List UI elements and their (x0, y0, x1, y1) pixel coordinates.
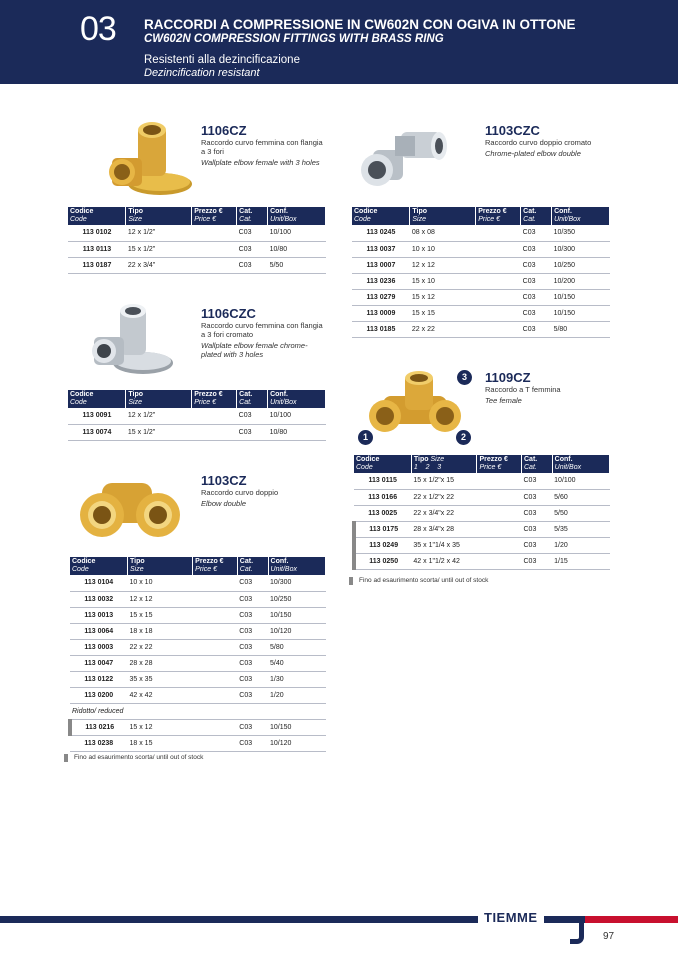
table-row: 113 0250 42 x 1"1/2 x 42 C03 1/15 (354, 553, 610, 569)
table-1106czc: Codice Code Tipo Size Prezzo € Price € Cat. Cat. Conf. Unit/Box 113 0091 12 x 1/2" C03 10/100 113 0074 15 x 1/2" C03 10/80 (68, 390, 326, 441)
table-1103cz: Codice Code Tipo Size Prezzo € Price € Cat. Cat. Conf. Unit/Box 113 0104 10 x 10 C03 10/300 113 0032 12 x 12 C03 10/250 113 0013 15 x 15 C03 10/150 113 0064 18 x 18 C03 10/120 113 0003 22 x 22 C03 5/80 113 0047 28 x 28 C03 5/40 113 0122 35 x 35 C03 1/30 113 0200 42 x 42 C03 1/20 Ridotto/ reduced 113 0216 15 x 12 C03 10/150 113 0238 18 x 15 C03 10/120 (68, 557, 326, 752)
table-row: 113 0175 28 x 3/4"x 28 C03 5/35 (354, 521, 610, 537)
table-row: 113 0013 15 x 15 C03 10/150 (70, 607, 326, 623)
product-1106cz (201, 123, 326, 167)
table-row: 113 0009 15 x 15 C03 10/150 (352, 305, 610, 321)
product-1106czc (201, 306, 326, 359)
table-row: 113 0216 15 x 12 C03 10/150 (70, 719, 326, 735)
product-image-1103czc (355, 122, 450, 197)
table-row: 113 0122 35 x 35 C03 1/30 (70, 671, 326, 687)
table-1106cz: Codice Code Tipo Size Prezzo € Price € Cat. Cat. Conf. Unit/Box 113 0102 12 x 1/2" C03 10/100 113 0113 15 x 1/2" C03 10/80 113 0187 22 x 3/4" C03 5/50 (68, 207, 326, 274)
brand-logo: TIEMME (478, 909, 544, 927)
product-1103czc (485, 123, 610, 158)
page-number: 97 (603, 931, 615, 942)
stock-footnote-right: Fino ad esaurimento scorta/ until out of stock (349, 577, 488, 585)
table-row: 113 0003 22 x 22 C03 5/80 (70, 639, 326, 655)
header-title-it: RACCORDI A COMPRESSIONE IN CW602N CON OGIVA IN OTTONE (144, 17, 576, 32)
table-row: 113 0104 10 x 10 C03 10/300 (70, 575, 326, 591)
product-code: 1106CZC (201, 306, 256, 321)
table-row: 113 0185 22 x 22 C03 5/80 (352, 321, 610, 337)
table-row: 113 0187 22 x 3/4" C03 5/50 (68, 257, 326, 273)
product-image-1103cz (72, 475, 187, 545)
product-desc-it: Raccordo curvo doppio (201, 488, 279, 497)
table-row: 113 0249 35 x 1"1/4 x 35 C03 1/20 (354, 537, 610, 553)
product-desc-en: Chrome-plated elbow double (485, 149, 581, 158)
product-desc-en: Wallplate elbow female with 3 holes (201, 158, 320, 167)
table-row: 113 0238 18 x 15 C03 10/120 (70, 735, 326, 751)
table-row: 113 0102 12 x 1/2" C03 10/100 (68, 225, 326, 241)
product-desc-en: Elbow double (201, 499, 247, 508)
table-row: 113 0007 12 x 12 C03 10/250 (352, 257, 610, 273)
product-code: 1103CZ (201, 473, 247, 488)
footer-hook-shape (570, 916, 584, 944)
table-row: 113 0279 15 x 12 C03 10/150 (352, 289, 610, 305)
table-1103czc: Codice Code Tipo Size Prezzo € Price € Cat. Cat. Conf. Unit/Box 113 0245 08 x 08 C03 10/350 113 0037 10 x 10 C03 10/300 113 0007 12 x 12 C03 10/250 113 0236 15 x 10 C03 10/200 113 0279 15 x 12 C03 10/150 113 0009 15 x 15 C03 10/150 113 0185 22 x 22 C03 5/80 (352, 207, 610, 338)
header-title-en: CW602N COMPRESSION FITTINGS WITH BRASS RING (144, 33, 444, 45)
product-desc-it: Raccordo curvo femmina con flangia a 3 fori (201, 138, 323, 156)
product-image-1109cz (365, 368, 465, 453)
product-desc-it: Raccordo curvo doppio cromato (485, 138, 592, 147)
table-row: 113 0245 08 x 08 C03 10/350 (352, 225, 610, 241)
page-header (0, 0, 678, 84)
product-desc-it: Raccordo a T femmina (485, 385, 561, 394)
table-row: 113 0064 18 x 18 C03 10/120 (70, 623, 326, 639)
table-row: 113 0091 12 x 1/2" C03 10/100 (68, 408, 326, 424)
product-image-1106cz (108, 118, 198, 203)
table-row: 113 0166 22 x 1/2"x 22 C03 5/60 (354, 489, 610, 505)
section-number: 03 (80, 10, 116, 48)
product-desc-it: Raccordo curvo femmina con flangia a 3 fori cromato (201, 321, 323, 339)
stock-footnote-left: Fino ad esaurimento scorta/ until out of stock (64, 754, 203, 762)
product-code: 1109CZ (485, 370, 531, 385)
header-resist-en: Dezincification resistant (144, 67, 260, 79)
badge-2-icon: 2 (456, 430, 471, 445)
table-row: 113 0115 15 x 1/2"x 15 C03 10/100 (354, 473, 610, 489)
product-1109cz (485, 370, 610, 405)
table-row: 113 0074 15 x 1/2" C03 10/80 (68, 424, 326, 440)
table-row: 113 0025 22 x 3/4"x 22 C03 5/50 (354, 505, 610, 521)
table-row: 113 0113 15 x 1/2" C03 10/80 (68, 241, 326, 257)
reduced-label-row: Ridotto/ reduced (70, 703, 326, 719)
product-code: 1106CZ (201, 123, 247, 138)
table-row: 113 0032 12 x 12 C03 10/250 (70, 591, 326, 607)
product-desc-en: Wallplate elbow female chrome-plated with 3 holes (201, 341, 308, 359)
table-row: 113 0236 15 x 10 C03 10/200 (352, 273, 610, 289)
table-row: 113 0200 42 x 42 C03 1/20 (70, 687, 326, 703)
badge-3-icon: 3 (457, 370, 472, 385)
table-row: 113 0047 28 x 28 C03 5/40 (70, 655, 326, 671)
product-image-1106czc (88, 303, 178, 383)
product-desc-en: Tee female (485, 396, 522, 405)
header-resist-it: Resistenti alla dezincificazione (144, 54, 300, 66)
product-code: 1103CZC (485, 123, 540, 138)
table-row: 113 0037 10 x 10 C03 10/300 (352, 241, 610, 257)
footer-accent (585, 916, 678, 923)
badge-1-icon: 1 (358, 430, 373, 445)
product-1103cz (201, 473, 326, 508)
table-1109cz: Codice Code Tipo Size 1 2 3 Prezzo € Price € Cat. Cat. Conf. Unit/Box 113 0115 15 x 1/2"x 15 C03 10/100 113 0166 22 x 1/2"x 22 C03 5/60 113 0025 22 x 3/4"x 22 C03 5/50 113 0175 28 x 3/4"x 28 C03 5/35 113 0249 35 x 1"1/4 x 35 C03 1/20 113 0250 42 x 1"1/2 x 42 C03 1/15 (352, 455, 610, 570)
